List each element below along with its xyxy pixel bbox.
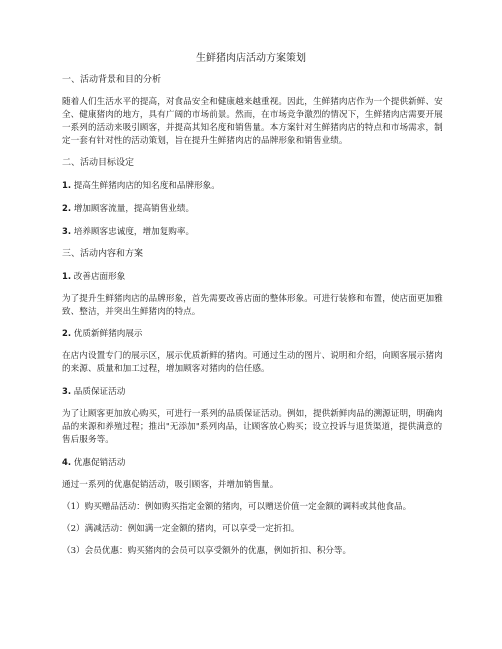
goal-text: 培养顾客忠诚度，增加复购率。 [73, 226, 195, 237]
plan-item-paragraph: 为了提升生鲜猪肉店的品牌形象，首先需要改善店面的整体形象。可进行装修和布置，使店面更加雅致、整洁，并突出生鲜猪肉的特点。 [62, 293, 443, 317]
goal-item [62, 225, 446, 239]
promotion-subitem: （2）满减活动：例如满一定金额的猪肉，可以享受一定折扣。 [62, 523, 300, 534]
plan-item-title [62, 270, 446, 284]
plan-item-title [62, 456, 446, 470]
goal-item [62, 202, 446, 216]
plan-item-title-text: 品质保证活动 [73, 387, 126, 398]
goal-number: 3. [62, 225, 72, 236]
goal-number: 2. [62, 202, 72, 213]
plan-item-paragraph: 在店内设置专门的展示区，展示优质新鲜的猪肉。可通过生动的图片、说明和介绍，向顾客展示猪肉的来源、质量和加工过程，增加顾客对猪肉的信任感。 [62, 351, 443, 375]
goal-item [62, 179, 446, 193]
background-paragraph: 随着人们生活水平的提高，对食品安全和健康越来越重视。因此，生鲜猪肉店作为一个提供新鲜、安全、健康猪肉的地方，具有广阔的市场前景。然而，在市场竞争激烈的情况下，生鲜猪肉店需要开展一系列的活动来吸引顾客，并提高其知名度和销售量。本方案针对生鲜猪肉店的特点和市场需求，制定一套有针对性的活动策划，旨在提升生鲜猪肉店的品牌形象和销售业绩。 [62, 97, 443, 146]
plan-item-paragraph: 为了让顾客更加放心购买，可进行一系列的品质保证活动。例如，提供新鲜肉品的溯源证明，明确肉品的来源和养殖过程；推出"无添加"系列肉品，让顾客放心购买；设立投诉与退货渠道，提供满意的售后服务等。 [62, 409, 443, 446]
section-heading-content: 三、活动内容和方案 [62, 248, 144, 259]
goal-text: 提高生鲜猪肉店的知名度和品牌形象。 [73, 180, 220, 191]
plan-item-number: 4. [62, 456, 72, 467]
plan-item-title [62, 327, 446, 341]
plan-item-number: 2. [62, 328, 72, 339]
plan-item-paragraph: 通过一系列的优惠促销活动，吸引顾客，并增加销售量。 [62, 479, 279, 490]
promotion-subitem: （3）会员优惠：购买猪肉的会员可以享受额外的优惠，例如折扣、积分等。 [62, 545, 352, 556]
plan-item-title [62, 385, 446, 399]
section-heading-goals: 二、活动目标设定 [62, 157, 135, 168]
plan-item-title-text: 优惠促销活动 [73, 457, 126, 468]
goal-number: 1. [62, 179, 72, 190]
promotion-subitem: （1）购买赠品活动：例如购买指定金额的猪肉，可以赠送价值一定金额的调料或其他食品。 [62, 501, 412, 512]
section-heading-background: 一、活动背景和目的分析 [62, 75, 162, 85]
plan-item-title-text: 优质新鲜猪肉展示 [73, 329, 143, 340]
document-title: 生鲜猪肉店活动方案策划 [196, 53, 306, 64]
plan-item-number: 1. [62, 270, 72, 281]
document-body [62, 74, 446, 567]
goal-text: 增加顾客流量，提高销售业绩。 [73, 203, 195, 214]
plan-item-number: 3. [62, 386, 72, 397]
plan-item-title-text: 改善店面形象 [73, 271, 126, 282]
